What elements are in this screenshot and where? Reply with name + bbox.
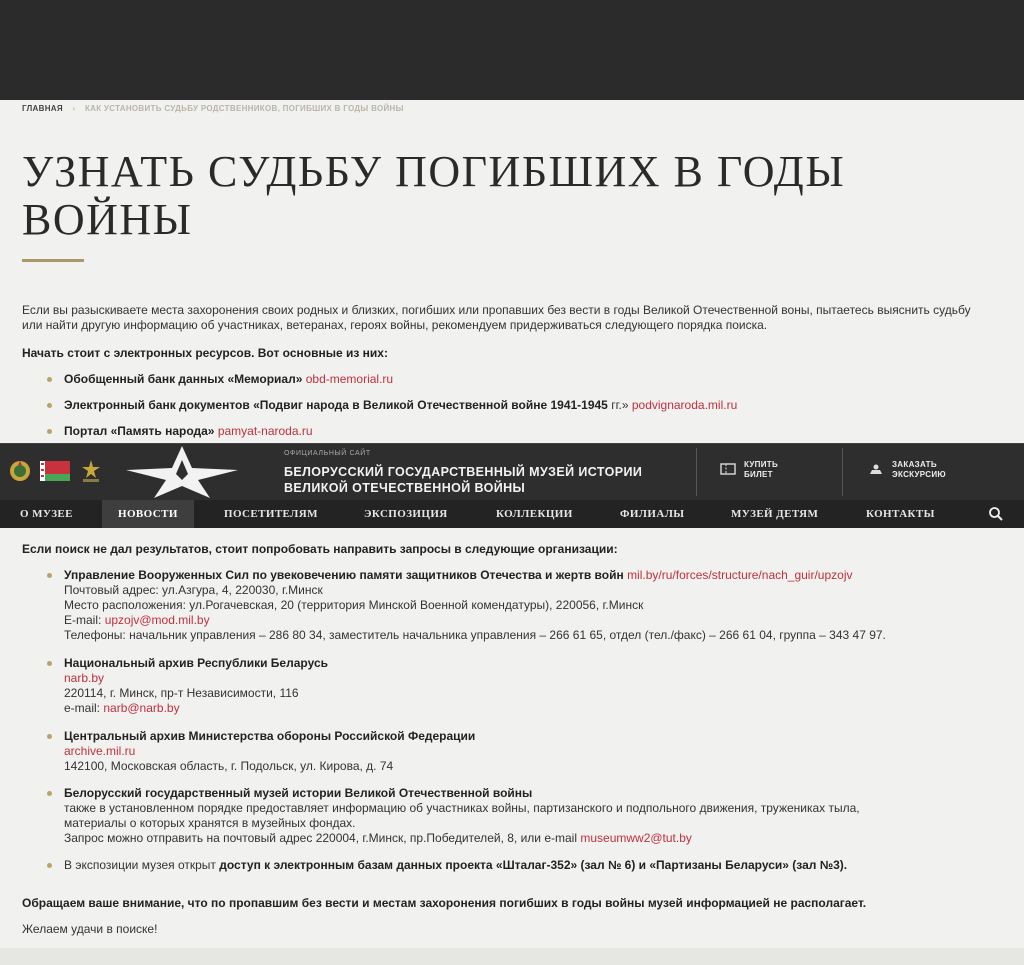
- list-item: Портал «Память народа» pamyat-naroda.ru: [64, 424, 313, 439]
- belarus-emblem-icon: [8, 459, 32, 488]
- memorial-link[interactable]: obd-memorial.ru: [305, 372, 394, 386]
- search-icon[interactable]: [988, 506, 1004, 527]
- intro-paragraph: Если вы разыскиваете места захоронения своих родных и близких, погибших или пропавших без вести в годы Великой Отечественной воны, пытаетесь выяснить судьбу или найти другую информацию об участниках, ветеранах, героях войны, рекомендуем придерживаться следующего порядка поиска.: [22, 303, 971, 332]
- narb-email-link[interactable]: narb@narb.by: [103, 701, 180, 715]
- museum-name[interactable]: БЕЛОРУССКИЙ ГОСУДАРСТВЕННЫЙ МУЗЕЙ ИСТОРИИ ВЕЛИКОЙ ОТЕЧЕСТВЕННОЙ ВОЙНЫ: [284, 465, 643, 495]
- museum-star-logo-icon[interactable]: [126, 446, 238, 503]
- list-item: Центральный архив Министерства обороны Российской Федерации archive.mil.ru 142100, Московская область, г. Подольск, ул. Кирова, д. 74: [64, 729, 475, 774]
- nav-item-about[interactable]: О МУЗЕЕ: [20, 508, 73, 520]
- nav-item-kids[interactable]: МУЗЕЙ ДЕТЯМ: [731, 508, 819, 520]
- nav-item-exposition[interactable]: ЭКСПОЗИЦИЯ: [364, 508, 448, 520]
- nav-item-news[interactable]: НОВОСТИ: [102, 500, 194, 528]
- breadcrumb-current: КАК УСТАНОВИТЬ СУДЬБУ РОДСТВЕННИКОВ, ПОГИБШИХ В ГОДЫ ВОЙНЫ: [84, 104, 404, 113]
- pamyat-naroda-link[interactable]: pamyat-naroda.ru: [217, 424, 313, 438]
- museum-monument-icon: [78, 458, 104, 489]
- list-item: Национальный архив Республики Беларусь narb.by 220114, г. Минск, пр-т Независимости, 116 e-mail: narb@narb.by: [64, 656, 328, 716]
- bullet-icon: [47, 573, 52, 578]
- narb-link[interactable]: narb.by: [64, 671, 105, 685]
- buy-ticket-button[interactable]: КУПИТЬ БИЛЕТ: [720, 460, 778, 480]
- official-site-label: ОФИЦИАЛЬНЫЙ САЙТ: [284, 450, 371, 457]
- header-divider: [696, 448, 697, 496]
- main-nav: [0, 500, 1024, 528]
- site-header: [0, 443, 1024, 501]
- list-item: Электронный банк документов «Подвиг народа в Великой Отечественной войне 1941-1945 гг.» podvignaroda.mil.ru: [64, 398, 737, 413]
- wish-text: Желаем удачи в поиске!: [22, 922, 158, 936]
- nav-item-visitors[interactable]: ПОСЕТИТЕЛЯМ: [224, 508, 318, 520]
- mil-by-link[interactable]: mil.by/ru/forces/structure/nach_guir/upzojv: [627, 568, 853, 582]
- breadcrumb-home-link[interactable]: ГЛАВНАЯ: [22, 104, 63, 113]
- archive-mil-link[interactable]: archive.mil.ru: [64, 744, 136, 758]
- upzojv-email-link[interactable]: upzojv@mod.mil.by: [104, 613, 210, 627]
- emblems-group: [8, 458, 104, 489]
- list-item: Обобщенный банк данных «Мемориал» obd-memorial.ru: [64, 372, 393, 387]
- book-tour-button[interactable]: ЗАКАЗАТЬ ЭКСКУРСИЮ: [868, 460, 946, 480]
- breadcrumb-separator: ›: [72, 104, 76, 113]
- nav-item-branches[interactable]: ФИЛИАЛЫ: [620, 508, 685, 520]
- header-divider: [842, 448, 843, 496]
- ticket-icon: [720, 462, 736, 479]
- page-title: УЗНАТЬ СУДЬБУ ПОГИБШИХ В ГОДЫ ВОЙНЫ: [22, 147, 846, 244]
- belarus-flag-icon: [40, 461, 70, 486]
- bullet-icon: [47, 403, 52, 408]
- nav-item-collections[interactable]: КОЛЛЕКЦИИ: [496, 508, 573, 520]
- breadcrumb: [22, 104, 404, 113]
- bullet-icon: [47, 661, 52, 666]
- bullet-icon: [47, 377, 52, 382]
- podvig-naroda-link[interactable]: podvignaroda.mil.ru: [631, 398, 738, 412]
- resources-heading: Начать стоит с электронных ресурсов. Вот основные из них:: [22, 346, 388, 360]
- tour-icon: [868, 462, 884, 479]
- museum-email-link[interactable]: museumww2@tut.by: [580, 831, 692, 845]
- top-dark-bar: [0, 0, 1024, 100]
- list-item: Белорусский государственный музей истории Великой Отечественной войны также в установленном порядке предоставляет информацию об участниках войны, партизанского и подпольного движения, тружениках тыла, материалы о которых хранятся в музейных фондах. Запрос можно отправить на почтовый адрес 220004, г.Минск, пр.Победителей, 8, или e-mail museumww2@tut.by: [64, 786, 860, 846]
- notice-text: Обращаем ваше внимание, что по пропавшим без вести и местам захоронения погибших в годы войны музей информацией не располагает.: [22, 896, 867, 910]
- footer-strip: [0, 948, 1024, 965]
- bullet-icon: [47, 863, 52, 868]
- bullet-icon: [47, 429, 52, 434]
- nav-item-contacts[interactable]: КОНТАКТЫ: [866, 508, 935, 520]
- list-item: Управление Вооруженных Сил по увековечению памяти защитников Отечества и жертв войн mil.by/ru/forces/structure/nach_guir/upzojv Почтовый адрес: ул.Азгура, 4, 220030, г.Минск Место расположения: ул.Рогачевская, 20 (территория Минской Военной комендатуры), 220056, г.Минск E-mail: upzojv@mod.mil.by Телефоны: начальник управления – 286 80 34, заместитель начальника управления – 266 61 65, отдел (тел./факс) – 266 61 04, группа – 343 47 97.: [64, 568, 886, 643]
- bullet-icon: [47, 734, 52, 739]
- orgs-heading: Если поиск не дал результатов, стоит попробовать направить запросы в следующие организации:: [22, 542, 618, 556]
- list-item: В экспозиции музея открыт доступ к электронным базам данных проекта «Шталаг-352» (зал № 6) и «Партизаны Беларуси» (зал №3).: [64, 858, 847, 873]
- title-divider: [22, 259, 84, 262]
- bullet-icon: [47, 791, 52, 796]
